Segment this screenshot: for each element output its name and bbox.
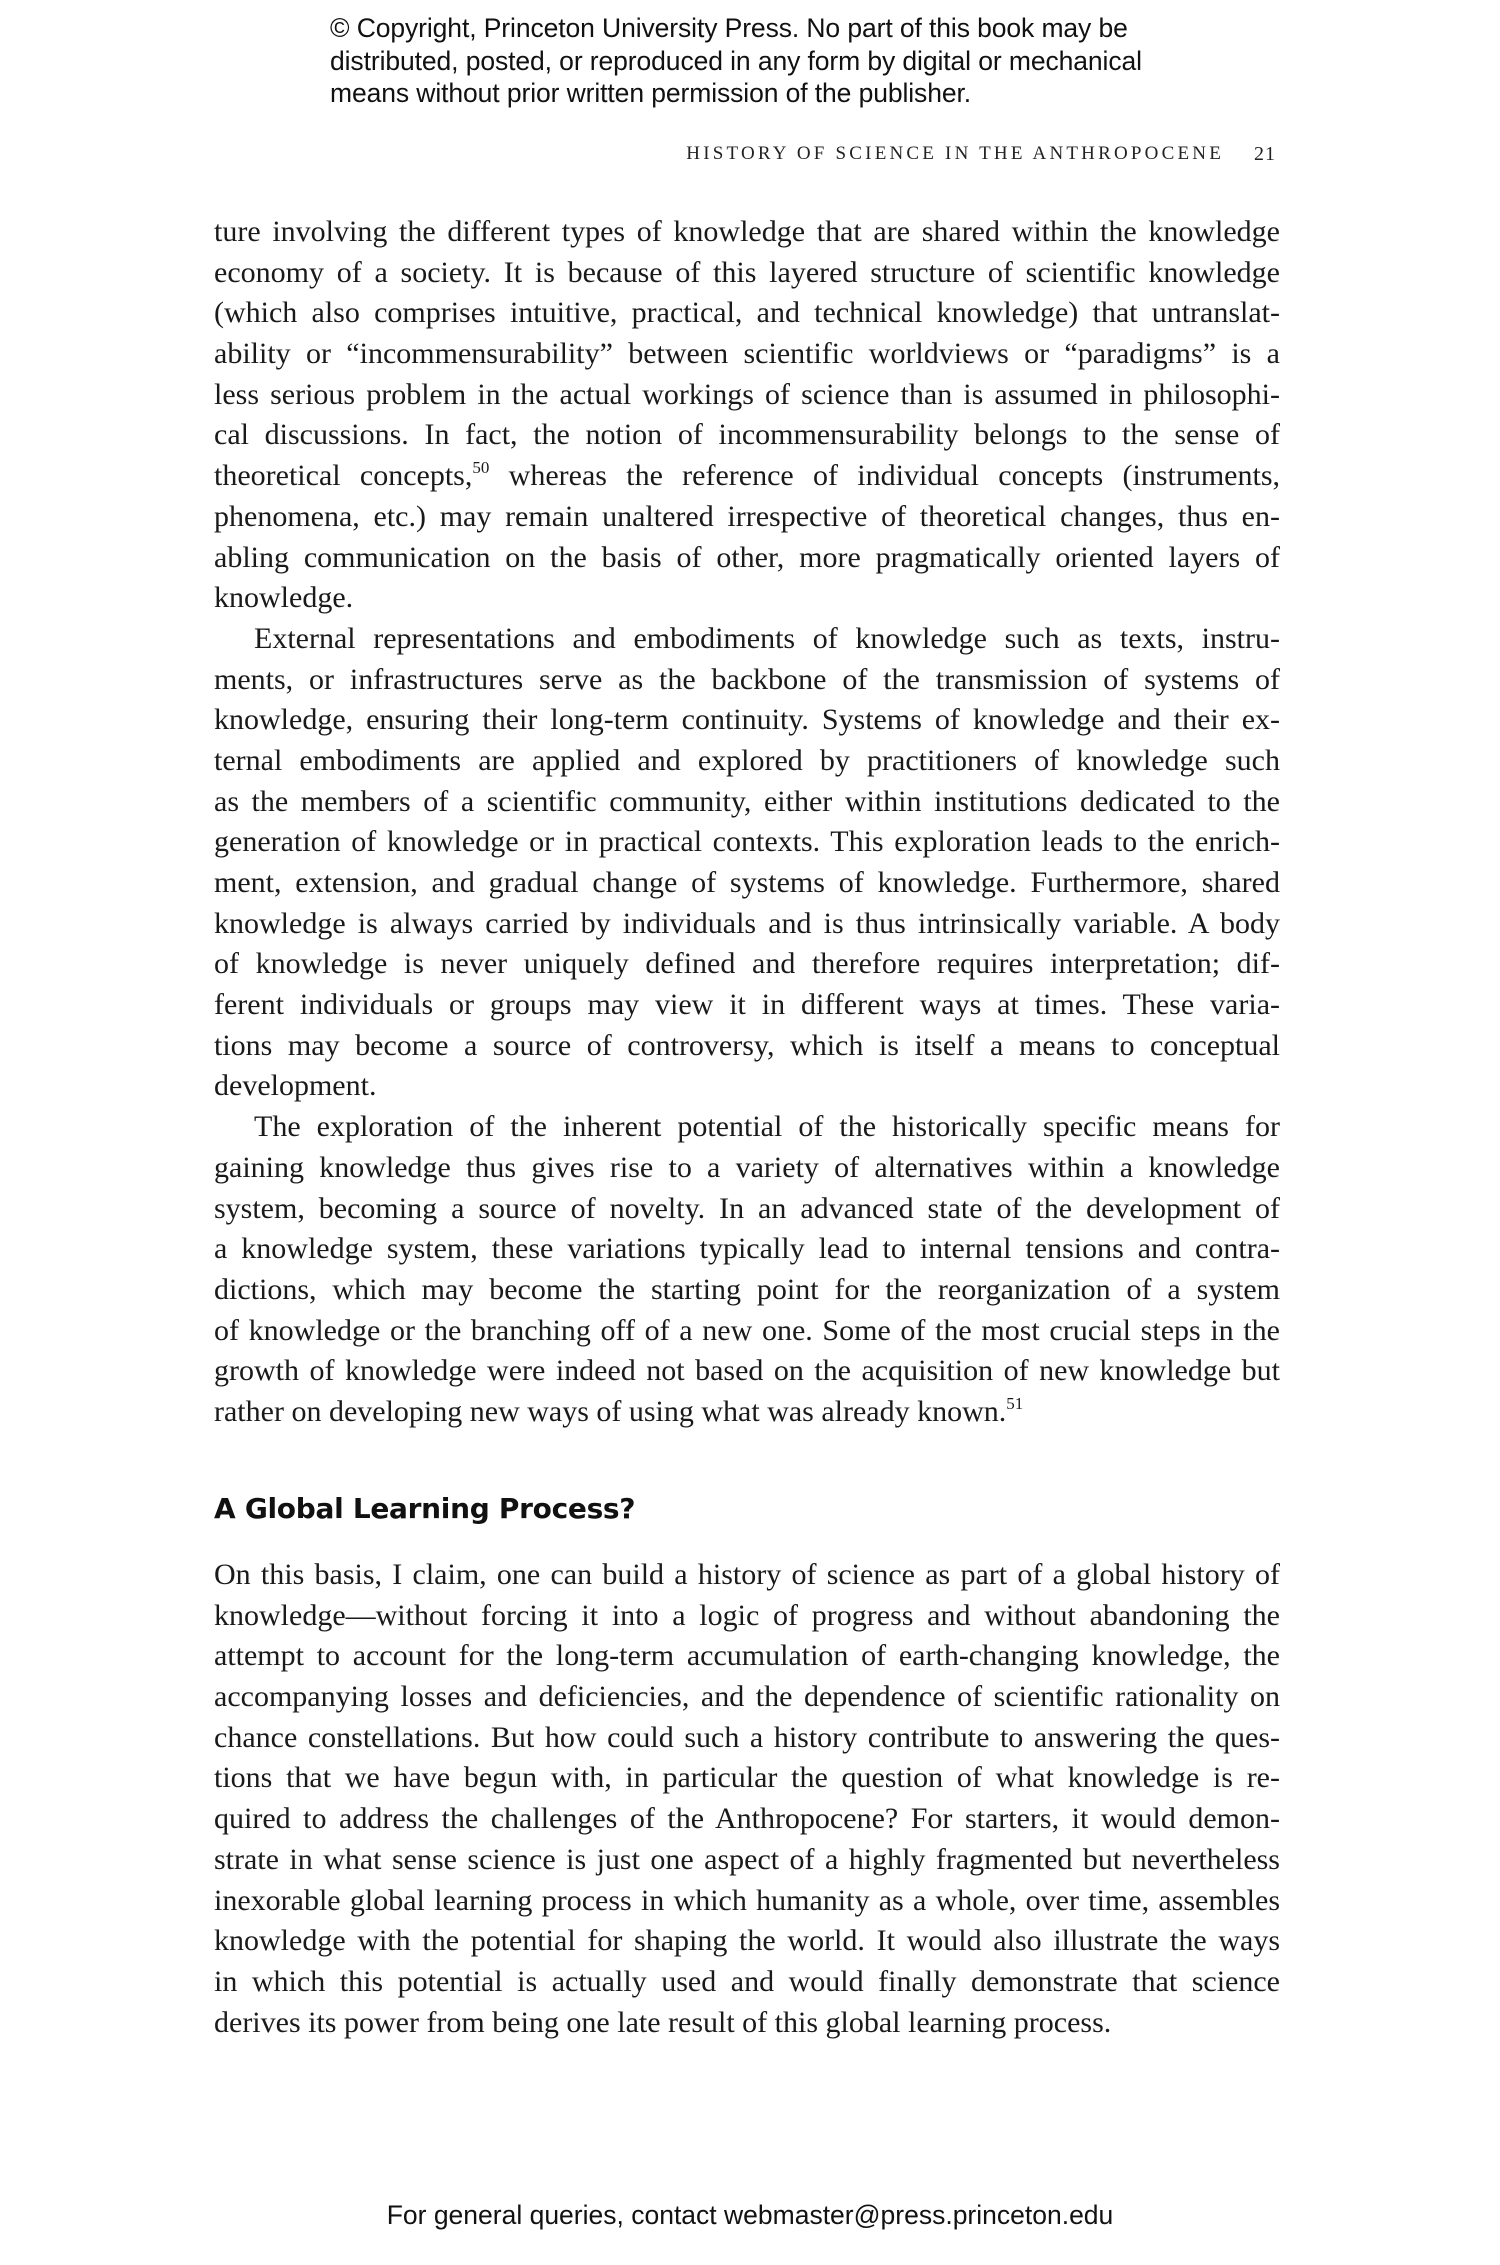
text-line: On this basis, I claim, one can build a history of science as part of a global history of bbox=[214, 1558, 1280, 1591]
paragraph bbox=[214, 1555, 1280, 2043]
text-line: as the members of a scientific community, either within institutions dedicated to the bbox=[214, 784, 1280, 818]
text-line: (which also comprises intuitive, practical, and technical knowledge) that untranslat- bbox=[214, 296, 1280, 330]
copyright-line: © Copyright, Princeton University Press. No part of this book may be bbox=[330, 13, 1128, 43]
text-line: ture involving the different types of knowledge that are shared within the knowledge bbox=[214, 215, 1280, 248]
text-line: phenomena, etc.) may remain unaltered irrespective of theoretical changes, thus en- bbox=[214, 499, 1280, 533]
paragraph bbox=[214, 1107, 1280, 1433]
text-line: in which this potential is actually used and would finally demonstrate that science bbox=[214, 1964, 1280, 1998]
text-line: ments, or infrastructures serve as the backbone of the transmission of systems of bbox=[214, 662, 1280, 696]
text-line: less serious problem in the actual workings of science than is assumed in philosophi- bbox=[214, 377, 1280, 411]
text-line: knowledge. bbox=[214, 581, 354, 615]
text-line-with-footnote bbox=[214, 1392, 1280, 1433]
text-fragment: rather on developing new ways of using what was already known. bbox=[214, 1394, 1007, 1428]
text-line: cal discussions. In fact, the notion of incommensurability belongs to the sense of bbox=[214, 418, 1280, 452]
text-line: a knowledge system, these variations typically lead to internal tensions and contra- bbox=[214, 1232, 1280, 1266]
copyright-line: distributed, posted, or reproduced in any form by digital or mechanical bbox=[330, 45, 1142, 76]
footer-contact: For general queries, contact webmaster@press.princeton.edu bbox=[386, 2200, 1114, 2230]
text-line: of knowledge is never uniquely defined and therefore requires interpretation; dif- bbox=[214, 947, 1280, 981]
paragraph bbox=[214, 212, 1280, 619]
text-line: quired to address the challenges of the Anthropocene? For starters, it would demon- bbox=[214, 1802, 1280, 1836]
text-line: ment, extension, and gradual change of systems of knowledge. Furthermore, shared bbox=[214, 866, 1280, 899]
text-line: derives its power from being one late result of this global learning process. bbox=[214, 2005, 1112, 2039]
body-section-2 bbox=[214, 1555, 1280, 2043]
text-line: tions may become a source of controversy, which is itself a means to conceptual bbox=[214, 1028, 1280, 1062]
text-line: growth of knowledge were indeed not based on the acquisition of new knowledge but bbox=[214, 1354, 1280, 1388]
text-line: economy of a society. It is because of this layered structure of scientific knowledge bbox=[214, 255, 1280, 289]
page-number: 21 bbox=[1254, 142, 1276, 165]
running-header bbox=[560, 138, 1276, 170]
body-section-1 bbox=[214, 212, 1280, 1433]
text-fragment: theoretical concepts, bbox=[214, 459, 473, 493]
text-line: dictions, which may become the starting point for the reorganization of a system bbox=[214, 1272, 1280, 1306]
text-line: The exploration of the inherent potential of the historically specific means for bbox=[254, 1110, 1280, 1144]
text-line: generation of knowledge or in practical contexts. This exploration leads to the enrich- bbox=[214, 825, 1280, 859]
text-line: knowledge, ensuring their long-term continuity. Systems of knowledge and their ex- bbox=[214, 703, 1280, 737]
text-line: knowledge—without forcing it into a logic of progress and without abandoning the bbox=[214, 1598, 1280, 1632]
paragraph bbox=[214, 619, 1280, 1107]
text-line: gaining knowledge thus gives rise to a variety of alternatives within a knowledge bbox=[214, 1150, 1280, 1184]
text-line: ability or “incommensurability” between scientific worldviews or “paradigms” is a bbox=[214, 337, 1280, 371]
text-line: strate in what sense science is just one aspect of a highly fragmented but nevertheless bbox=[214, 1842, 1280, 1876]
copyright-notice bbox=[330, 12, 1230, 110]
copyright-line: means without prior written permission of the publisher. bbox=[330, 78, 972, 108]
text-line: accompanying losses and deficiencies, and the dependence of scientific rationality on bbox=[214, 1680, 1280, 1714]
text-line: inexorable global learning process in which humanity as a whole, over time, assembles bbox=[214, 1883, 1280, 1917]
text-line: ternal embodiments are applied and explored by practitioners of knowledge such bbox=[214, 743, 1280, 777]
text-fragment: whereas the reference of individual concepts (instruments, bbox=[489, 459, 1280, 493]
text-line: attempt to account for the long-term accumulation of earth-changing knowledge, the bbox=[214, 1639, 1280, 1673]
text-line: tions that we have begun with, in particular the question of what knowledge is re- bbox=[214, 1761, 1280, 1795]
text-line: system, becoming a source of novelty. In an advanced state of the development of bbox=[214, 1191, 1280, 1225]
text-line: knowledge is always carried by individuals and is thus intrinsically variable. A body bbox=[214, 906, 1280, 940]
running-header-title: HISTORY OF SCIENCE IN THE ANTHROPOCENE bbox=[686, 143, 1224, 164]
text-line: development. bbox=[214, 1069, 377, 1103]
text-line: External representations and embodiments of knowledge such as texts, instru- bbox=[254, 621, 1280, 655]
text-line: of knowledge or the branching off of a new one. Some of the most crucial steps in the bbox=[214, 1313, 1280, 1347]
text-line: abling communication on the basis of other, more pragmatically oriented layers of bbox=[214, 540, 1280, 574]
footnote-ref-50[interactable]: 50 bbox=[472, 458, 490, 478]
text-line: chance constellations. But how could such a history contribute to answering the ques- bbox=[214, 1720, 1280, 1754]
text-line: knowledge with the potential for shaping the world. It would also illustrate the ways bbox=[214, 1924, 1280, 1958]
text-line-with-footnote bbox=[214, 456, 1280, 497]
text-line: ferent individuals or groups may view it in different ways at times. These varia- bbox=[214, 988, 1280, 1022]
footnote-ref-51[interactable]: 51 bbox=[1006, 1393, 1024, 1413]
section-heading: A Global Learning Process? bbox=[214, 1492, 636, 1525]
